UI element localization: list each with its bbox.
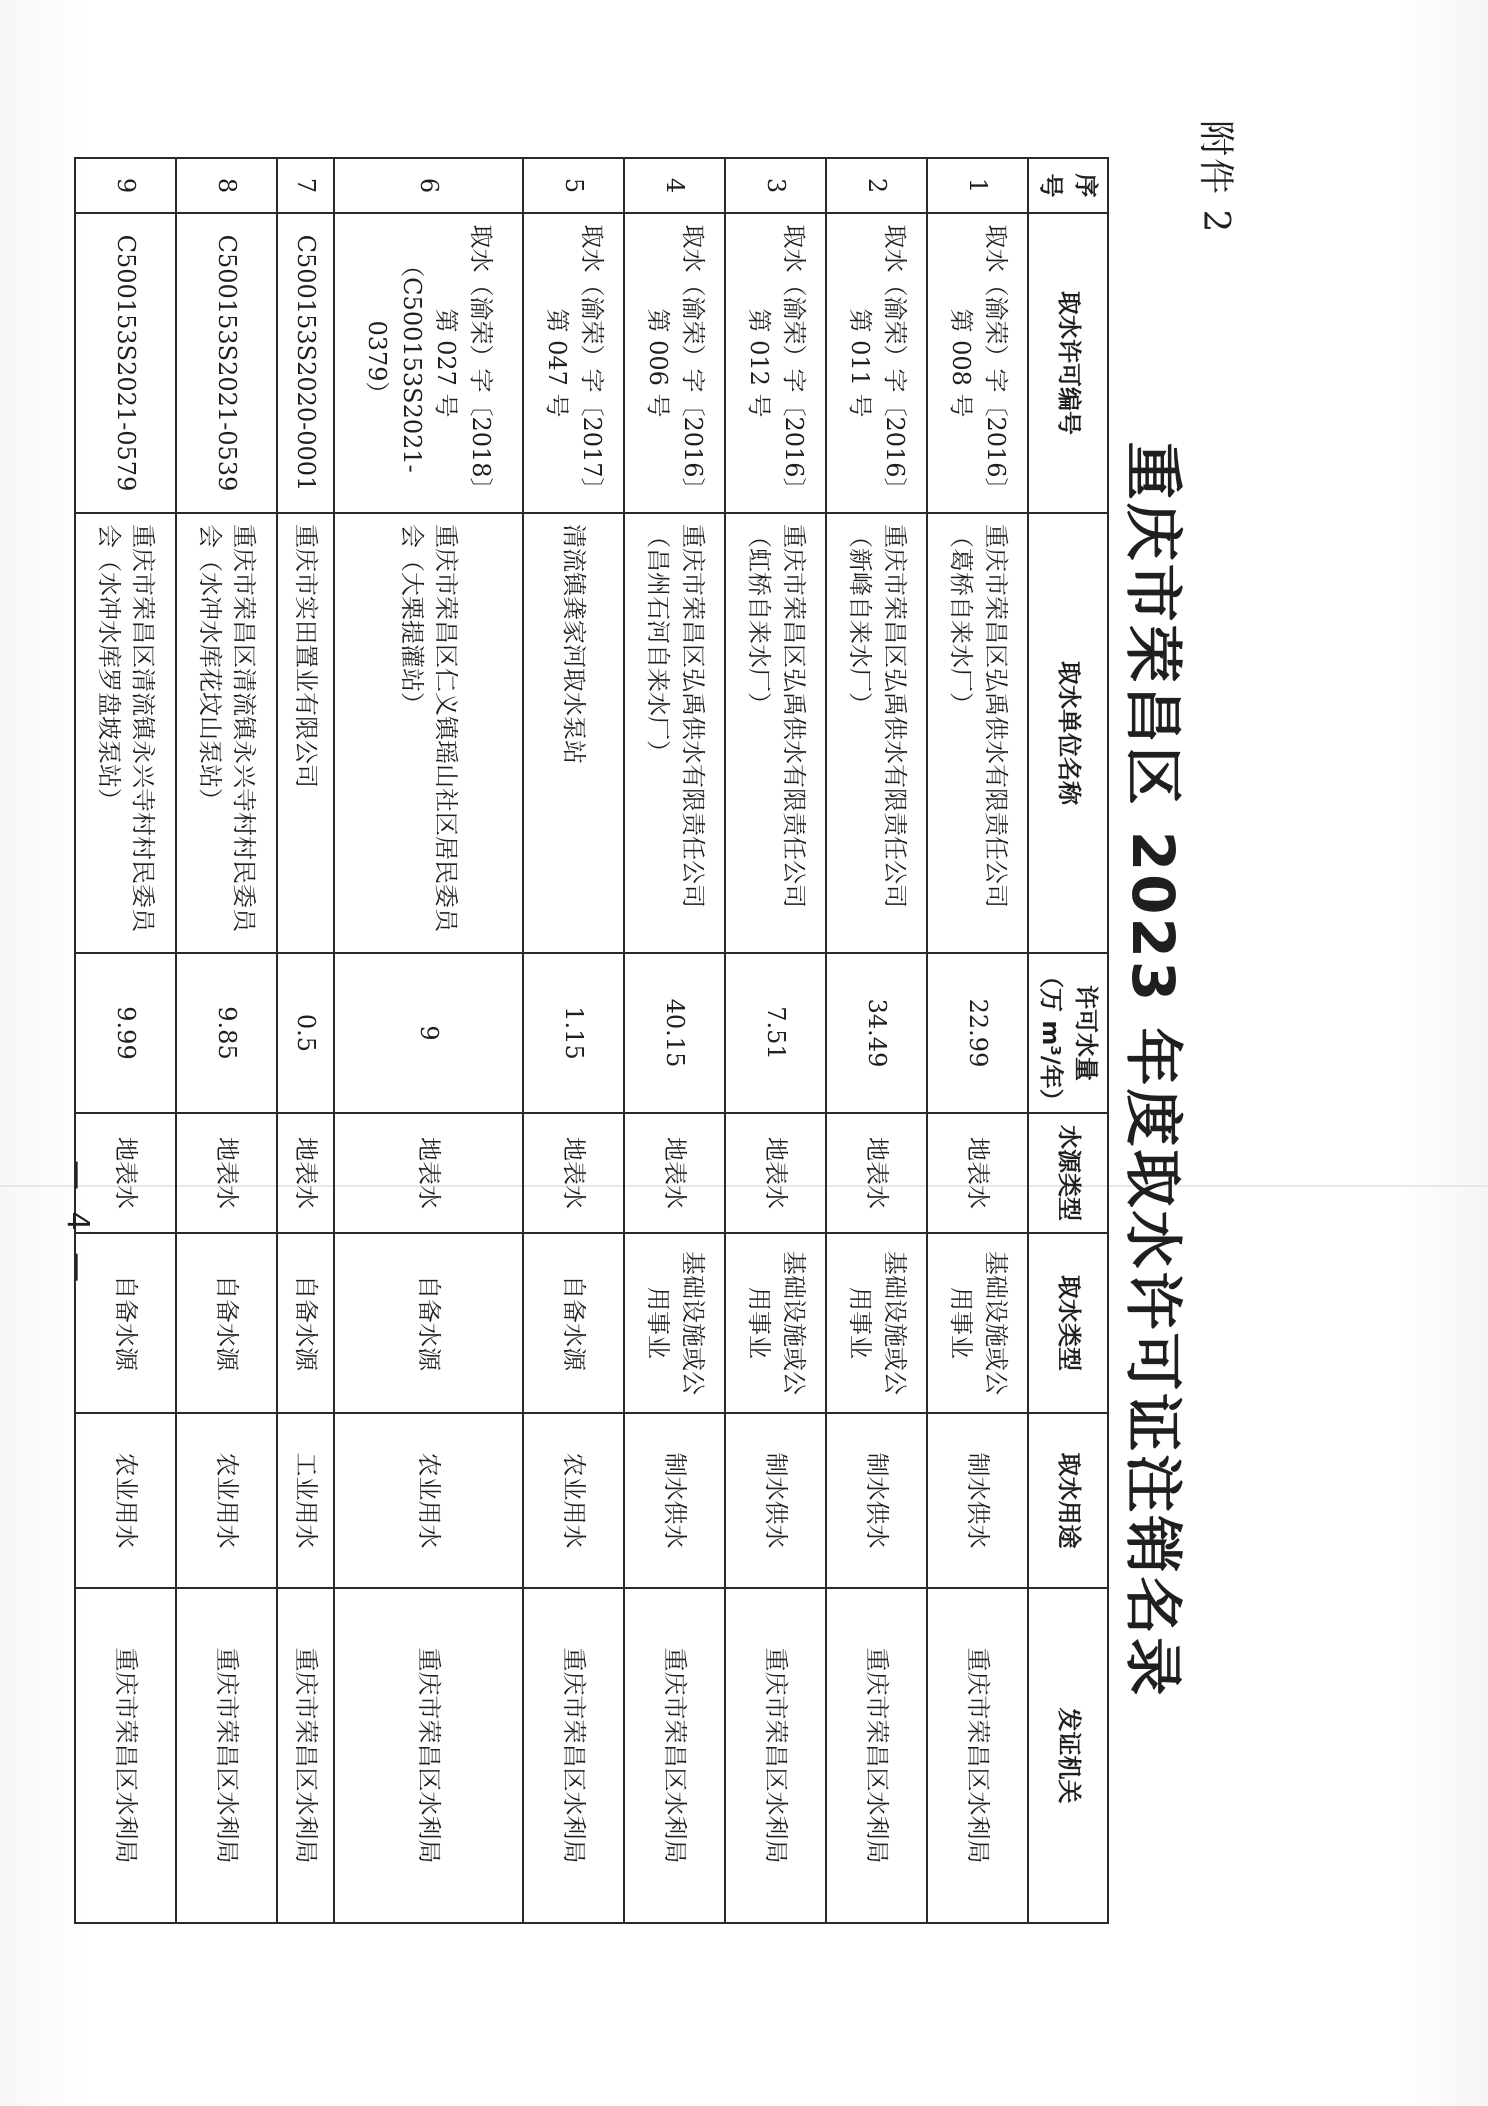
cell-authority: 重庆市荣昌区水利局: [176, 1588, 277, 1923]
cell-authority: 重庆市荣昌区水利局: [523, 1588, 624, 1923]
table-container: [74, 157, 1109, 1922]
header-unit-name: 取水单位名称: [1028, 513, 1108, 953]
cell-permit-number: 取水（渝荣）字〔2016〕第 008 号: [927, 213, 1028, 513]
cell-intake-type: 基础设施或公用事业: [826, 1233, 927, 1413]
cell-volume: 9.85: [176, 953, 277, 1113]
cell-usage: 农业用水: [176, 1413, 277, 1588]
cell-intake-type: 基础设施或公用事业: [927, 1233, 1028, 1413]
cell-unit-name: 重庆市荣昌区清流镇永兴寺村村民委员会（水冲水库花坟山泵站）: [176, 513, 277, 953]
cell-source-type: 地表水: [523, 1113, 624, 1233]
cell-permit-number: C500153S2020-0001: [277, 213, 334, 513]
header-source-type: 水源类型: [1028, 1113, 1108, 1233]
table-row: [334, 158, 523, 1923]
cell-seq: 9: [75, 158, 176, 213]
cell-source-type: 地表水: [725, 1113, 826, 1233]
cell-seq: 1: [927, 158, 1028, 213]
cell-source-type: 地表水: [624, 1113, 725, 1233]
table-header-row: [1028, 158, 1108, 1923]
rotated-page-content: [94, 120, 1244, 2020]
cell-authority: 重庆市荣昌区水利局: [927, 1588, 1028, 1923]
header-permitted-volume: 许可水量（万 m³/年）: [1028, 953, 1108, 1113]
cell-usage: 农业用水: [523, 1413, 624, 1588]
cell-permit-number: 取水（渝荣）字〔2016〕第 006 号: [624, 213, 725, 513]
cell-usage: 制水供水: [624, 1413, 725, 1588]
cell-seq: 2: [826, 158, 927, 213]
cell-usage: 制水供水: [927, 1413, 1028, 1588]
cell-volume: 9: [334, 953, 523, 1113]
cell-source-type: 地表水: [334, 1113, 523, 1233]
table-row: [523, 158, 624, 1923]
cell-intake-type: 自备水源: [334, 1233, 523, 1413]
cell-permit-number: C500153S2021-0579: [75, 213, 176, 513]
cell-unit-name: 重庆市荣昌区清流镇永兴寺村村民委员会（水冲水库罗盘坡泵站）: [75, 513, 176, 953]
cell-seq: 3: [725, 158, 826, 213]
page-number: — 4 —: [60, 1160, 95, 1289]
table-row: [826, 158, 927, 1923]
cell-unit-name: 清流镇龚家河取水泵站: [523, 513, 624, 953]
attachment-label: 附件 2: [1195, 120, 1236, 235]
cell-source-type: 地表水: [75, 1113, 176, 1233]
cell-source-type: 地表水: [277, 1113, 334, 1233]
cell-authority: 重庆市荣昌区水利局: [277, 1588, 334, 1923]
cell-permit-number: 取水（渝荣）字〔2018〕第 027 号（C500153S2021-0379）: [334, 213, 523, 513]
cell-volume: 22.99: [927, 953, 1028, 1113]
cell-usage: 制水供水: [826, 1413, 927, 1588]
cell-authority: 重庆市荣昌区水利局: [334, 1588, 523, 1923]
cell-seq: 8: [176, 158, 277, 213]
table-row: [624, 158, 725, 1923]
cell-permit-number: 取水（渝荣）字〔2017〕第 047 号: [523, 213, 624, 513]
cell-seq: 6: [334, 158, 523, 213]
cell-seq: 7: [277, 158, 334, 213]
cell-source-type: 地表水: [927, 1113, 1028, 1233]
cell-intake-type: 自备水源: [75, 1233, 176, 1413]
table-row: [725, 158, 826, 1923]
cell-source-type: 地表水: [176, 1113, 277, 1233]
cell-intake-type: 基础设施或公用事业: [624, 1233, 725, 1413]
cell-authority: 重庆市荣昌区水利局: [624, 1588, 725, 1923]
cell-usage: 制水供水: [725, 1413, 826, 1588]
header-usage: 取水用途: [1028, 1413, 1108, 1588]
cell-permit-number: 取水（渝荣）字〔2016〕第 011 号: [826, 213, 927, 513]
table-row: [75, 158, 176, 1923]
cell-authority: 重庆市荣昌区水利局: [75, 1588, 176, 1923]
cell-volume: 7.51: [725, 953, 826, 1113]
cell-usage: 农业用水: [75, 1413, 176, 1588]
cell-seq: 5: [523, 158, 624, 213]
cell-authority: 重庆市荣昌区水利局: [826, 1588, 927, 1923]
cell-volume: 1.15: [523, 953, 624, 1113]
cell-usage: 工业用水: [277, 1413, 334, 1588]
header-issuing-authority: 发证机关: [1028, 1588, 1108, 1923]
header-seq: 序号: [1028, 158, 1108, 213]
cell-unit-name: 重庆市荣昌区仁义镇瑶山社区居民委员会（大栗提灌站）: [334, 513, 523, 953]
cell-intake-type: 基础设施或公用事业: [725, 1233, 826, 1413]
cell-intake-type: 自备水源: [176, 1233, 277, 1413]
document-title: 重庆市荣昌区 2023 年度取水许可证注销名录: [1119, 441, 1187, 1699]
header-intake-type: 取水类型: [1028, 1233, 1108, 1413]
revocation-table: [74, 157, 1109, 1924]
table-row: [176, 158, 277, 1923]
cell-unit-name: 重庆市实田置业有限公司: [277, 513, 334, 953]
cell-unit-name: 重庆市荣昌区弘禹供水有限责任公司（葛桥自来水厂）: [927, 513, 1028, 953]
cell-volume: 9.99: [75, 953, 176, 1113]
cell-intake-type: 自备水源: [523, 1233, 624, 1413]
header-permit-number: 取水许可编号: [1028, 213, 1108, 513]
cell-unit-name: 重庆市荣昌区弘禹供水有限责任公司（昌州石河自来水厂）: [624, 513, 725, 953]
cell-usage: 农业用水: [334, 1413, 523, 1588]
cell-unit-name: 重庆市荣昌区弘禹供水有限责任公司（虹桥自来水厂）: [725, 513, 826, 953]
cell-authority: 重庆市荣昌区水利局: [725, 1588, 826, 1923]
cell-intake-type: 自备水源: [277, 1233, 334, 1413]
cell-source-type: 地表水: [826, 1113, 927, 1233]
cell-permit-number: C500153S2021-0539: [176, 213, 277, 513]
table-row: [927, 158, 1028, 1923]
cell-volume: 34.49: [826, 953, 927, 1113]
cell-unit-name: 重庆市荣昌区弘禹供水有限责任公司（新峰自来水厂）: [826, 513, 927, 953]
cell-volume: 0.5: [277, 953, 334, 1113]
cell-volume: 40.15: [624, 953, 725, 1113]
cell-permit-number: 取水（渝荣）字〔2016〕第 012 号: [725, 213, 826, 513]
table-row: [277, 158, 334, 1923]
cell-seq: 4: [624, 158, 725, 213]
